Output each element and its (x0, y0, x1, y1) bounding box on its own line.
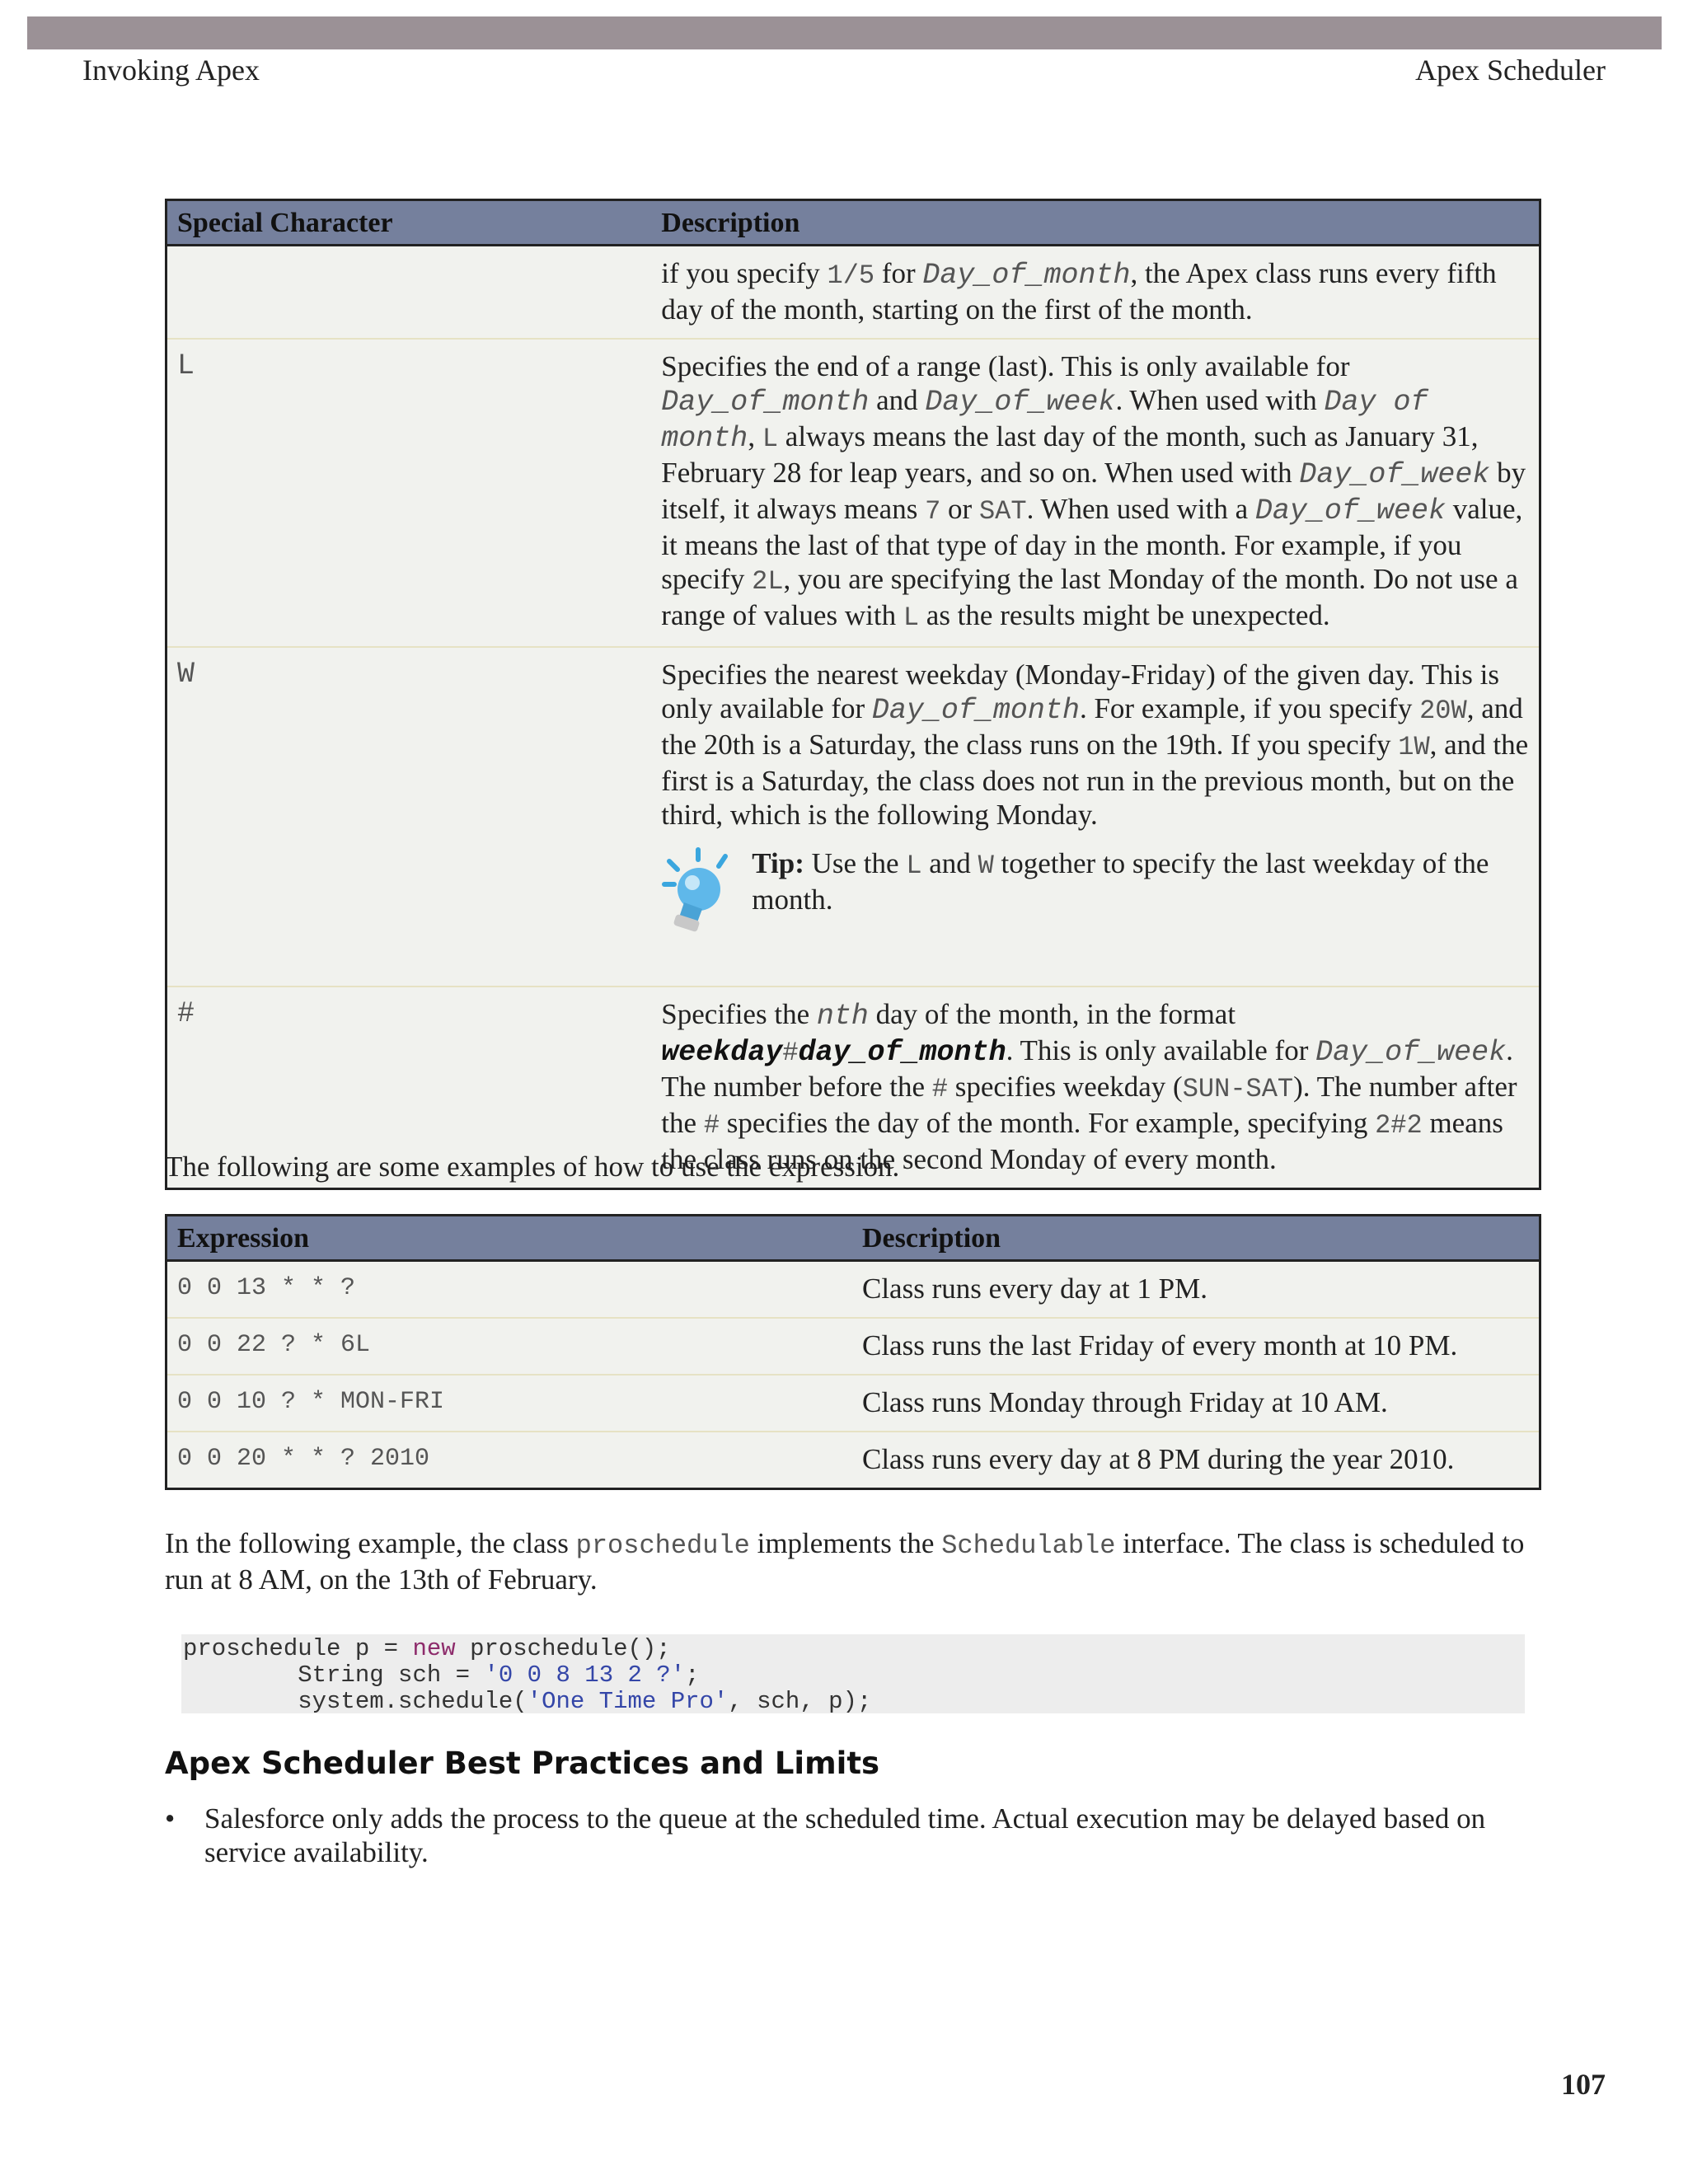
code-text: proschedule p = (183, 1635, 413, 1662)
special-character-cell: # (166, 987, 652, 1189)
column-header-description: Description (852, 1216, 1540, 1261)
code-text: system.schedule( (183, 1688, 528, 1715)
code-text: , sch, p); (728, 1688, 872, 1715)
tip-text: Tip: Use the L and W together to specify the last weekday of the month. (752, 847, 1489, 916)
expression-cell: 0 0 13 * * ? (166, 1261, 852, 1319)
code-string: '0 0 8 13 2 ?' (484, 1661, 686, 1689)
text-fragment: interface. The class is scheduled to run at 8 AM, on the 13th of February. (165, 1527, 1525, 1596)
column-header-special-character: Special Character (166, 200, 652, 246)
description-cell: Specifies the end of a range (last). This is only available for Day_of_month and Day_of_week. When used with Day of month, L always means the last day of the month, such as January 31, February 28 for leap years, and so on. When used with Day_of_week by itself, it always means 7 or SAT. When used with a Day_of_week value, it means the last of that type of day in the month. For example, if you specify 2L, you are specifying the last Monday of the month. Do not use a range of values with L as the results might be unexpected. (651, 339, 1540, 647)
expression-cell: 0 0 20 * * ? 2010 (166, 1432, 852, 1489)
description-cell: Class runs every day at 8 PM during the year 2010. (852, 1432, 1540, 1489)
running-header-left: Invoking Apex (82, 54, 260, 87)
code-text: String sch = (183, 1661, 485, 1689)
tip-label: Tip: (752, 847, 804, 879)
bullet-text: Salesforce only adds the process to the queue at the scheduled time. Actual execution may be delayed based on service availability. (204, 1802, 1486, 1868)
code-text: proschedule(); (455, 1635, 671, 1662)
table-row (166, 1432, 1540, 1489)
description-cell: if you specify 1/5 for Day_of_month, the Apex class runs every fifth day of the month, starting on the first of the month. (651, 246, 1540, 340)
table-row (166, 647, 1540, 987)
description-cell: Class runs the last Friday of every month at 10 PM. (852, 1318, 1540, 1375)
table-row (166, 246, 1540, 340)
code-block (181, 1634, 1525, 1713)
page-number: 107 (1561, 2068, 1606, 2101)
special-character-cell: L (166, 339, 652, 647)
expression-cell: 0 0 10 ? * MON-FRI (166, 1375, 852, 1432)
list-item (165, 1802, 1541, 1869)
table-row (166, 1318, 1540, 1375)
special-character-cell (166, 246, 652, 340)
description-cell: Specifies the nearest weekday (Monday-Friday) of the given day. This is only available for Day_of_month. For example, if you specify 20W, and the 20th is a Saturday, the class runs on the 19th. If you specify 1W, and the first is a Saturday, the class does not run in the previous month, but on the third, which is the following Monday. Tip: Use the L and W together to specify the last weekday of the month. (651, 647, 1540, 987)
text-fragment: In the following example, the class (165, 1527, 576, 1559)
expression-examples-table (165, 1214, 1541, 1490)
description-cell: Class runs Monday through Friday at 10 AM. (852, 1375, 1540, 1432)
special-characters-table (165, 199, 1541, 1190)
column-header-expression: Expression (166, 1216, 852, 1261)
examples-intro: The following are some examples of how to use the expression. (165, 1151, 900, 1183)
lightbulb-icon (661, 846, 735, 944)
expression-cell: 0 0 22 ? * 6L (166, 1318, 852, 1375)
text-fragment: implements the (749, 1527, 942, 1559)
code-string: 'One Time Pro' (527, 1688, 729, 1715)
section-title: Apex Scheduler Best Practices and Limits (165, 1746, 880, 1781)
special-character-cell: W (166, 647, 652, 987)
description-cell: Specifies the nth day of the month, in the format weekday#day_of_month. This is only available for Day_of_week. The number before the # specifies weekday (SUN-SAT). The number after the # specifies the day of the month. For example, specifying 2#2 means the class runs on the second Monday of every month. (651, 987, 1540, 1189)
example-paragraph (165, 1526, 1541, 1596)
table-row (166, 1261, 1540, 1319)
top-bar (27, 16, 1662, 49)
code-text: ; (685, 1661, 700, 1689)
column-header-description: Description (651, 200, 1540, 246)
code-keyword: new (412, 1635, 456, 1662)
tip-box (661, 846, 1529, 944)
interface-name: Schedulable (941, 1530, 1116, 1561)
description-cell: Class runs every day at 1 PM. (852, 1261, 1540, 1319)
class-name: proschedule (575, 1530, 750, 1561)
table-row (166, 1375, 1540, 1432)
running-header-right: Apex Scheduler (1415, 54, 1606, 87)
table-row (166, 339, 1540, 647)
bullet-dot-icon: • (165, 1802, 176, 1835)
